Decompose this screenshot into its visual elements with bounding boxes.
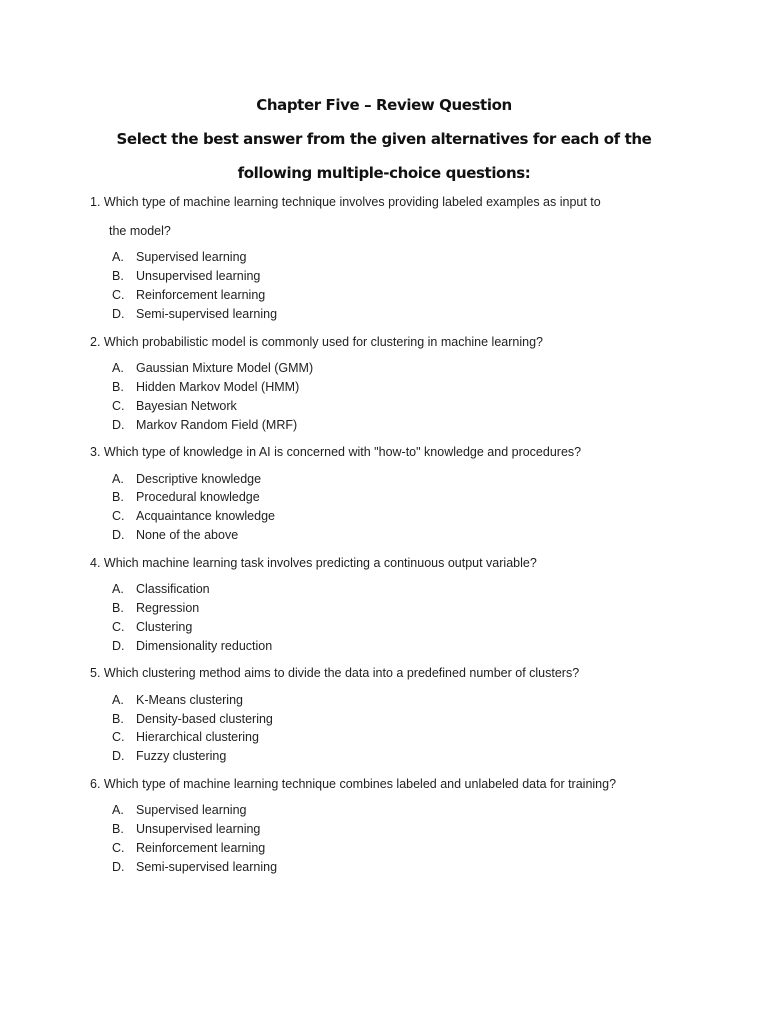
option-letter: C. [112,730,125,745]
option-letter: B. [112,490,124,505]
option-letter: D. [112,528,125,543]
answer-option [112,839,730,858]
option-letter: C. [112,288,125,303]
option-text: Semi-supervised learning [136,307,278,322]
question-text: 1. Which type of machine learning technique involves providing labeled examples as input to [90,195,601,209]
answer-option [112,709,730,728]
option-letter: D. [112,859,125,874]
answer-option [112,359,730,378]
option-letter: C. [112,398,125,413]
option-list [90,580,730,656]
option-text: Hidden Markov Model (HMM) [136,379,300,394]
question-text: 3. Which type of knowledge in AI is concerned with "how-to" knowledge and procedures? [90,445,582,460]
option-letter: A. [112,582,124,597]
option-text: Clustering [136,619,193,634]
option-letter: C. [112,619,125,634]
option-text: Supervised learning [136,803,247,818]
question-text: 5. Which clustering method aims to divide the data into a predefined number of clusters? [90,666,580,681]
page-title: Chapter Five – Review Question [256,96,512,114]
option-list [90,248,730,324]
option-letter: D. [112,307,125,322]
option-list [90,801,730,877]
question-block [90,775,730,877]
option-letter: B. [112,269,124,284]
question-list [90,193,730,876]
option-letter: A. [112,803,124,818]
instruction-line-2: following multiple-choice questions: [237,164,531,182]
answer-option [112,248,730,267]
answer-option [112,469,730,488]
option-text: Regression [136,601,200,616]
answer-option [112,377,730,396]
answer-option [112,599,730,618]
option-letter: B. [112,711,124,726]
question-text: 2. Which probabilistic model is commonly used for clustering in machine learning? [90,334,543,349]
answer-option [112,728,730,747]
option-text: Markov Random Field (MRF) [136,417,298,432]
question-text: 6. Which type of machine learning technique combines labeled and unlabeled data for training? [90,776,617,791]
question-text-continued: the model? [109,224,171,238]
option-text: Supervised learning [136,250,247,265]
option-list [90,690,730,766]
option-text: Unsupervised learning [136,269,261,284]
answer-option [112,267,730,286]
option-letter: C. [112,841,125,856]
option-text: Descriptive knowledge [136,471,262,486]
option-text: None of the above [136,528,239,543]
option-letter: B. [112,379,124,394]
option-letter: B. [112,822,124,837]
option-text: Semi-supervised learning [136,859,278,874]
option-text: Hierarchical clustering [136,730,259,745]
answer-option [112,286,730,305]
option-letter: A. [112,361,124,375]
question-block [90,193,730,324]
answer-option [112,857,730,876]
option-text: Bayesian Network [136,398,237,413]
question-block [90,333,730,435]
option-text: Classification [136,582,210,597]
answer-option [112,526,730,545]
answer-option [112,507,730,526]
answer-option [112,305,730,324]
answer-option [112,580,730,599]
answer-option [112,690,730,709]
option-letter: A. [112,250,124,265]
question-text: 4. Which machine learning task involves predicting a continuous output variable? [90,555,537,570]
option-list [90,469,730,545]
option-text: K-Means clustering [136,692,243,707]
answer-option [112,801,730,820]
option-letter: B. [112,601,124,616]
option-letter: C. [112,509,125,524]
option-letter: A. [112,471,124,486]
answer-option [112,488,730,507]
option-text: Gaussian Mixture Model (GMM) [136,361,314,375]
option-text: Reinforcement learning [136,288,266,303]
question-block [90,664,730,766]
option-letter: D. [112,417,125,432]
answer-option [112,636,730,655]
option-letter: D. [112,749,125,764]
answer-option [112,396,730,415]
option-text: Acquaintance knowledge [136,509,275,524]
answer-option [112,820,730,839]
option-text: Procedural knowledge [136,490,260,505]
option-list [90,359,730,435]
answer-option [112,617,730,636]
instruction-line-1: Select the best answer from the given alternatives for each of the [116,130,652,148]
option-letter: A. [112,692,124,707]
option-text: Density-based clustering [136,711,273,726]
option-text: Reinforcement learning [136,841,266,856]
answer-option [112,415,730,434]
option-letter: D. [112,638,125,653]
question-block [90,554,730,656]
option-text: Fuzzy clustering [136,749,227,764]
option-text: Unsupervised learning [136,822,261,837]
option-text: Dimensionality reduction [136,638,273,653]
question-block [90,443,730,545]
answer-option [112,747,730,766]
